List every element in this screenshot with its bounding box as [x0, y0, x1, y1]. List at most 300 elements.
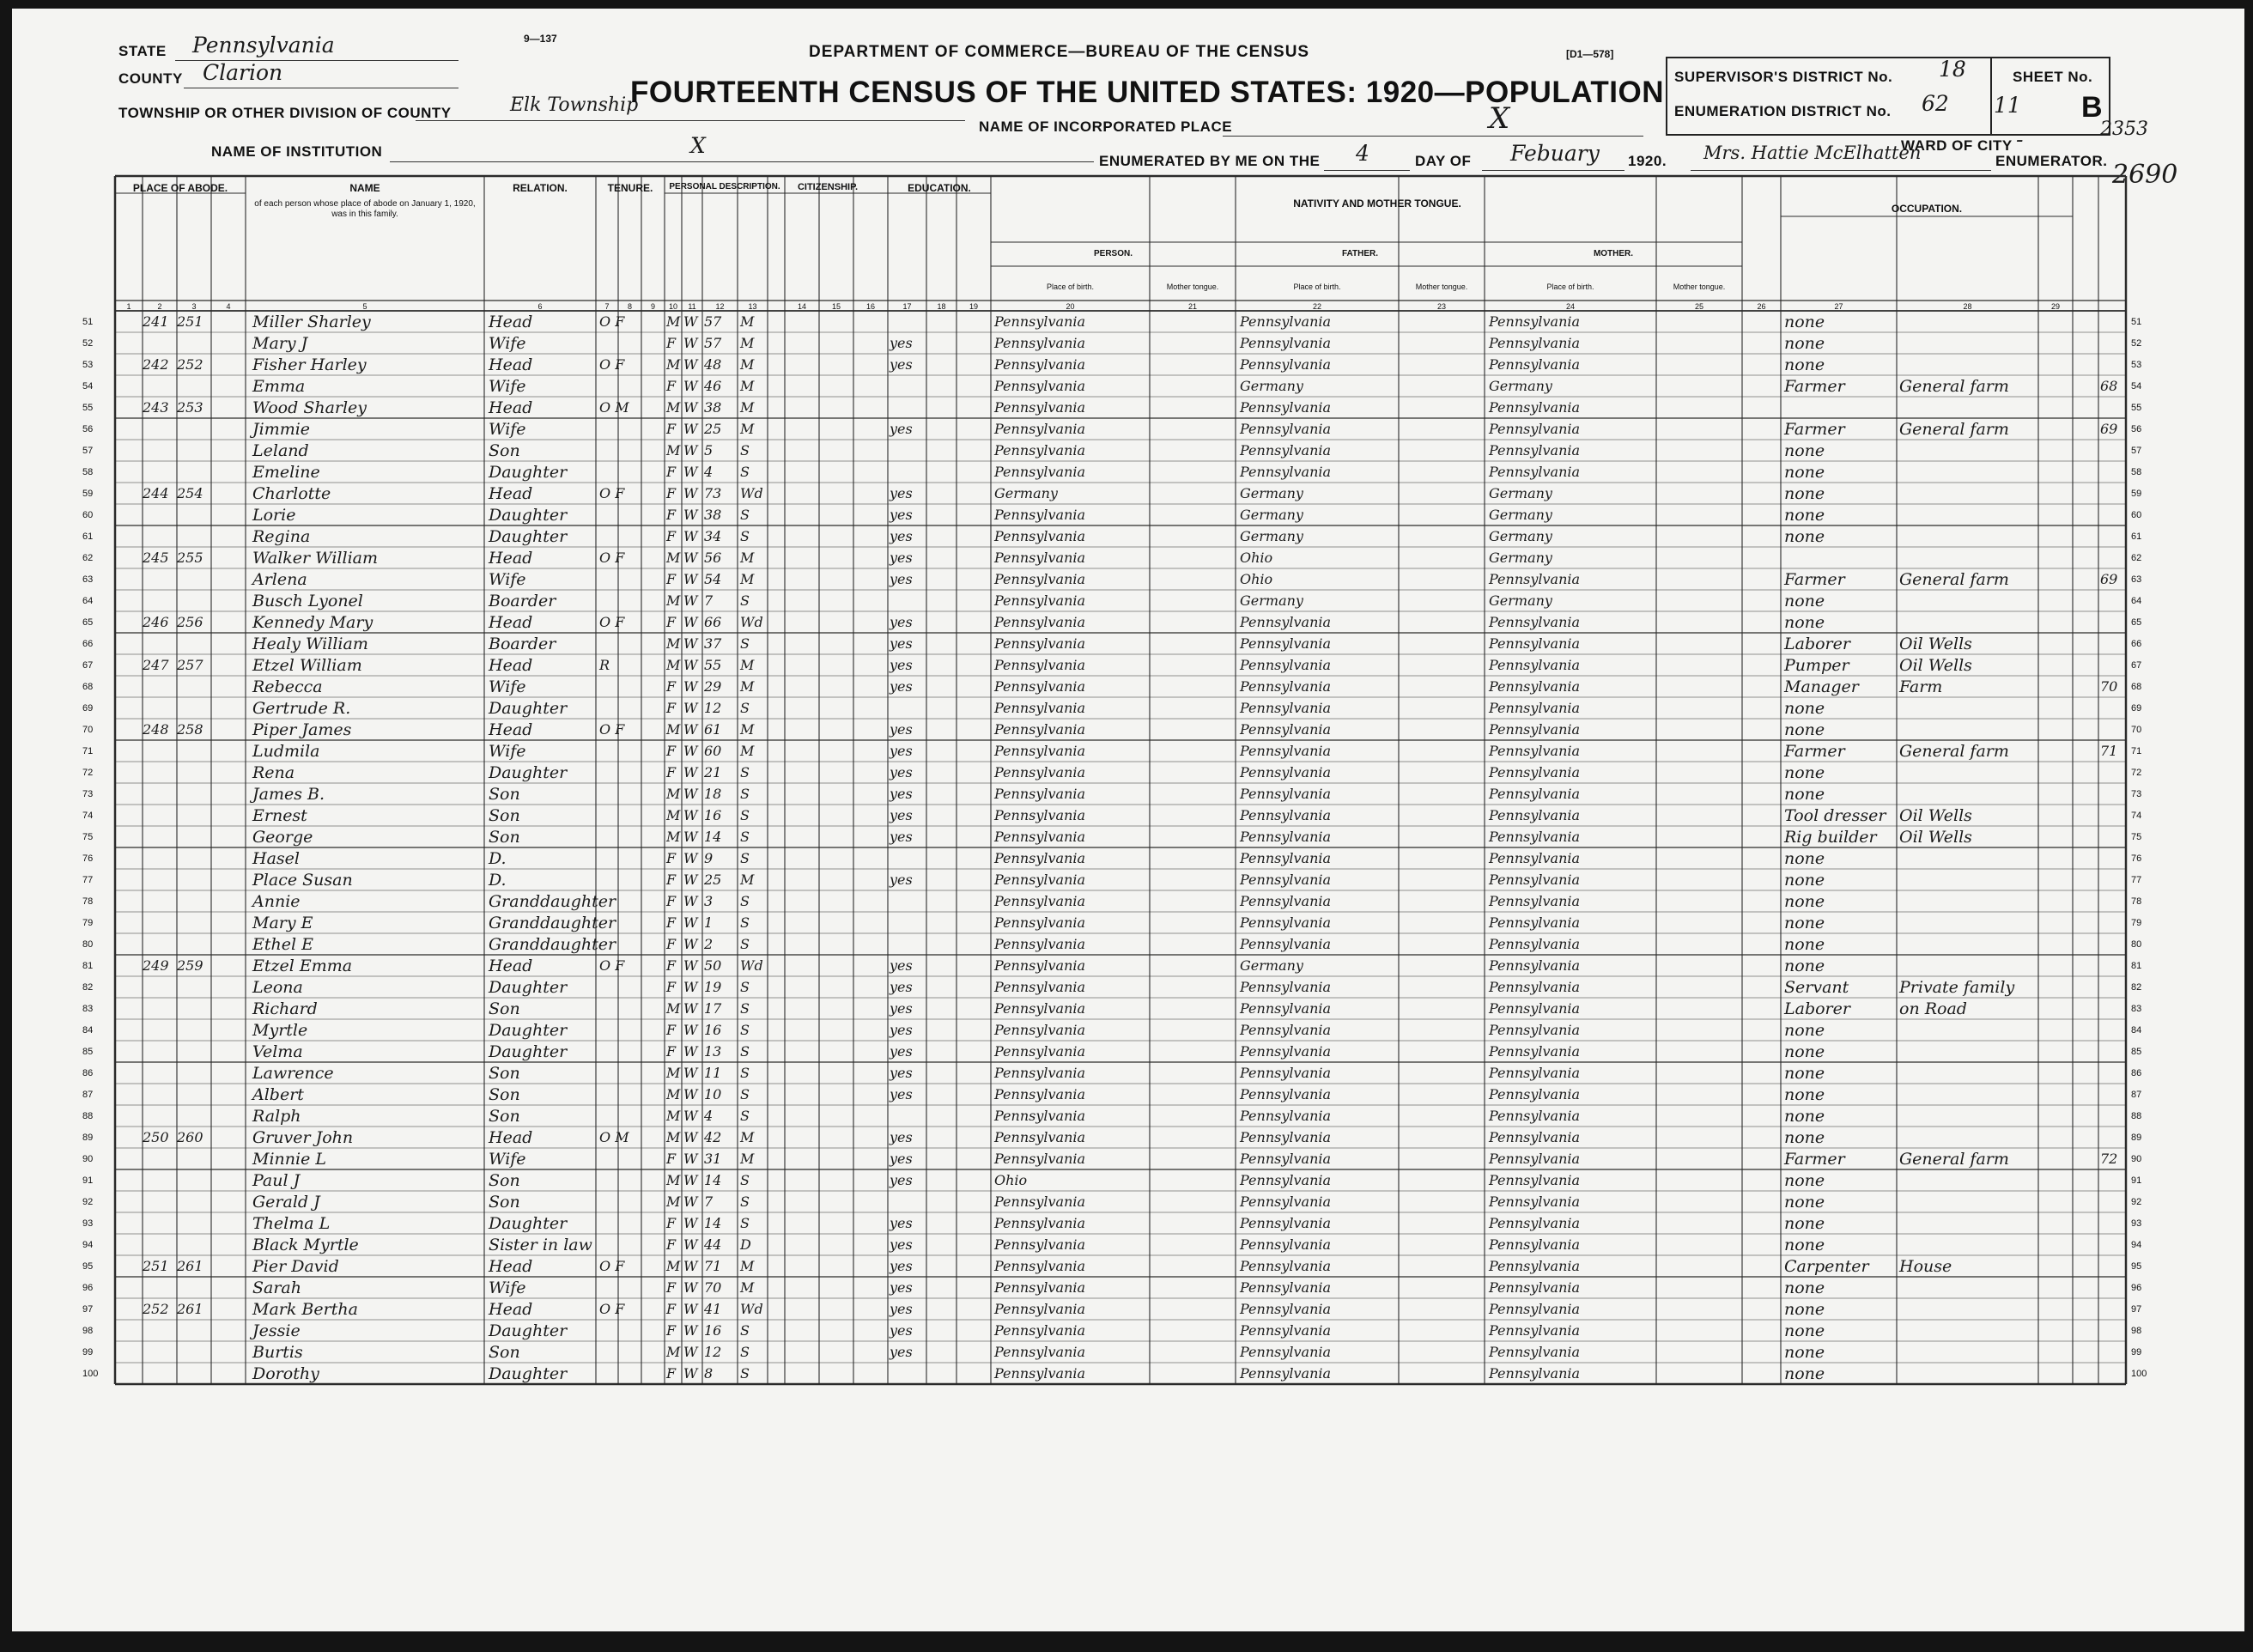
- occupation: Servant: [1784, 978, 1849, 997]
- column-number: 18: [937, 302, 946, 311]
- race: W: [683, 528, 698, 544]
- birthplace: Pennsylvania: [994, 936, 1086, 952]
- line-number: 82: [82, 982, 94, 993]
- birthplace: Pennsylvania: [994, 1236, 1086, 1253]
- line-number-right: 82: [2131, 982, 2142, 993]
- supervisor-value: 18: [1939, 57, 1966, 82]
- mother-birthplace: Pennsylvania: [1489, 313, 1581, 330]
- column-number: 1: [126, 302, 131, 311]
- father-birthplace: Pennsylvania: [1240, 1151, 1332, 1167]
- occupation: none: [1784, 785, 1825, 804]
- relation: Daughter: [489, 463, 568, 482]
- line-number: 75: [82, 832, 94, 842]
- english-speaking: yes: [890, 356, 913, 373]
- mother-birthplace: Pennsylvania: [1489, 571, 1581, 587]
- incorporated-value: X: [1489, 101, 1510, 136]
- ward-value: -: [2016, 127, 2024, 152]
- person-name: Annie: [252, 892, 301, 911]
- sex: F: [666, 872, 677, 888]
- line-number: 59: [82, 489, 94, 499]
- line-number: 99: [82, 1347, 94, 1357]
- person-name: Etzel Emma: [252, 957, 353, 975]
- father-birthplace: Pennsylvania: [1240, 743, 1332, 759]
- marital-status: M: [740, 1151, 755, 1167]
- line-number: 84: [82, 1025, 94, 1036]
- line-number-right: 51: [2131, 317, 2142, 327]
- occupation: none: [1784, 1236, 1825, 1254]
- race: W: [683, 356, 698, 373]
- line-number: 92: [82, 1197, 94, 1207]
- occupation: Pumper: [1784, 656, 1849, 675]
- marital-status: M: [740, 399, 755, 416]
- mother-birthplace: Pennsylvania: [1489, 1065, 1581, 1081]
- english-speaking: yes: [890, 1215, 913, 1231]
- person-name: Leona: [252, 978, 303, 997]
- birthplace: Pennsylvania: [994, 678, 1086, 695]
- sex: F: [666, 1236, 677, 1253]
- age: 18: [704, 786, 722, 802]
- birthplace: Pennsylvania: [994, 1322, 1086, 1339]
- mother-birthplace: Pennsylvania: [1489, 1322, 1581, 1339]
- relation: Son: [489, 1085, 520, 1104]
- line-number: 65: [82, 617, 94, 628]
- occupation: none: [1784, 355, 1825, 374]
- mother-birthplace: Germany: [1489, 550, 1552, 566]
- column-number: 15: [831, 302, 841, 311]
- father-birthplace: Pennsylvania: [1240, 678, 1332, 695]
- occupation: Tool dresser: [1784, 806, 1886, 825]
- father-birthplace: Pennsylvania: [1240, 1108, 1332, 1124]
- english-speaking: yes: [890, 957, 913, 974]
- father-birthplace: Pennsylvania: [1240, 979, 1332, 995]
- age: 29: [704, 678, 722, 695]
- sex: F: [666, 1301, 677, 1317]
- header-name-description: of each person whose place of abode on January 1, 1920, was in this family.: [254, 199, 476, 219]
- sex: M: [666, 1086, 681, 1102]
- relation: Sister in law: [489, 1236, 592, 1254]
- marital-status: S: [740, 1215, 750, 1231]
- father-birthplace: Pennsylvania: [1240, 1172, 1332, 1188]
- birthplace: Pennsylvania: [994, 464, 1086, 480]
- marital-status: S: [740, 635, 750, 652]
- sheet-label: SHEET No.: [2013, 69, 2093, 85]
- line-number: 96: [82, 1283, 94, 1293]
- occupation: none: [1784, 849, 1825, 868]
- industry: General farm: [1899, 420, 2009, 439]
- line-number-right: 68: [2131, 682, 2142, 692]
- line-number-right: 100: [2131, 1369, 2147, 1379]
- age: 61: [704, 721, 722, 738]
- line-number: 51: [82, 317, 94, 327]
- line-number: 72: [82, 768, 94, 778]
- family-number: 258: [177, 721, 203, 738]
- father-birthplace: Germany: [1240, 528, 1303, 544]
- sex: F: [666, 528, 677, 544]
- birthplace: Pennsylvania: [994, 1344, 1086, 1360]
- father-birthplace: Pennsylvania: [1240, 764, 1332, 780]
- age: 9: [704, 850, 714, 866]
- mother-birthplace: Pennsylvania: [1489, 1301, 1581, 1317]
- line-number: 62: [82, 553, 94, 563]
- relation: Daughter: [489, 1321, 568, 1340]
- relation: Daughter: [489, 699, 568, 718]
- sex: M: [666, 657, 681, 673]
- occupation: none: [1784, 1300, 1825, 1319]
- enumerator-name: Mrs. Hattie McElhatten: [1703, 143, 1922, 163]
- english-speaking: yes: [890, 614, 913, 630]
- birthplace: Pennsylvania: [994, 313, 1086, 330]
- column-number: 12: [715, 302, 725, 311]
- marital-status: S: [740, 1043, 750, 1060]
- family-number: 261: [177, 1258, 203, 1274]
- line-number: 58: [82, 467, 94, 477]
- occupation: none: [1784, 1364, 1825, 1383]
- birthplace: Pennsylvania: [994, 1108, 1086, 1124]
- birthplace: Pennsylvania: [994, 979, 1086, 995]
- mother-birthplace: Pennsylvania: [1489, 464, 1581, 480]
- race: W: [683, 721, 698, 738]
- age: 16: [704, 1322, 722, 1339]
- race: W: [683, 313, 698, 330]
- english-speaking: yes: [890, 678, 913, 695]
- english-speaking: yes: [890, 743, 913, 759]
- age: 12: [704, 1344, 722, 1360]
- birthplace: Pennsylvania: [994, 1258, 1086, 1274]
- english-speaking: yes: [890, 421, 913, 437]
- english-speaking: yes: [890, 872, 913, 888]
- marital-status: S: [740, 1193, 750, 1210]
- line-number-right: 89: [2131, 1133, 2142, 1143]
- marital-status: S: [740, 700, 750, 716]
- tenure: O F: [599, 721, 625, 738]
- race: W: [683, 1215, 698, 1231]
- father-birthplace: Pennsylvania: [1240, 1129, 1332, 1145]
- birthplace: Pennsylvania: [994, 614, 1086, 630]
- race: W: [683, 1065, 698, 1081]
- occupation: none: [1784, 313, 1825, 331]
- line-number-right: 65: [2131, 617, 2142, 628]
- line-number-right: 93: [2131, 1218, 2142, 1229]
- tenure: O F: [599, 313, 625, 330]
- person-name: Thelma L: [252, 1214, 331, 1233]
- birthplace: Pennsylvania: [994, 957, 1086, 974]
- english-speaking: yes: [890, 1301, 913, 1317]
- person-name: Ethel E: [252, 935, 313, 954]
- age: 11: [704, 1065, 722, 1081]
- mother-birthplace: Pennsylvania: [1489, 614, 1581, 630]
- relation: Daughter: [489, 527, 568, 546]
- column-number: 23: [1436, 302, 1446, 311]
- marital-status: D: [740, 1236, 751, 1253]
- birthplace: Pennsylvania: [994, 872, 1086, 888]
- father-birthplace: Pennsylvania: [1240, 1322, 1332, 1339]
- occupation: Carpenter: [1784, 1257, 1869, 1276]
- line-number-right: 80: [2131, 939, 2142, 950]
- marital-status: S: [740, 893, 750, 909]
- age: 38: [704, 507, 722, 523]
- english-speaking: yes: [890, 485, 913, 501]
- father-birthplace: Pennsylvania: [1240, 1301, 1332, 1317]
- relation: Head: [489, 549, 533, 568]
- occupation: none: [1784, 334, 1825, 353]
- occupation: none: [1784, 720, 1825, 739]
- age: 19: [704, 979, 722, 995]
- marital-status: M: [740, 313, 755, 330]
- relation: Head: [489, 957, 533, 975]
- person-name: James B.: [252, 785, 325, 804]
- person-name: Hasel: [252, 849, 300, 868]
- marital-status: S: [740, 829, 750, 845]
- line-number: 86: [82, 1068, 94, 1078]
- occupation: none: [1784, 1107, 1825, 1126]
- mother-birthplace: Pennsylvania: [1489, 1022, 1581, 1038]
- father-birthplace: Pennsylvania: [1240, 657, 1332, 673]
- age: 50: [704, 957, 722, 974]
- line-number: 68: [82, 682, 94, 692]
- mother-birthplace: Pennsylvania: [1489, 1193, 1581, 1210]
- birthplace: Pennsylvania: [994, 442, 1086, 459]
- line-number: 97: [82, 1304, 94, 1315]
- column-number: 17: [902, 302, 912, 311]
- mother-birthplace: Germany: [1489, 592, 1552, 609]
- line-number-right: 94: [2131, 1240, 2142, 1250]
- race: W: [683, 957, 698, 974]
- form-code: 9—137: [524, 33, 557, 45]
- line-number-right: 55: [2131, 403, 2142, 413]
- line-number-right: 95: [2131, 1261, 2142, 1272]
- occupation: none: [1784, 441, 1825, 460]
- relation: Son: [489, 1343, 520, 1362]
- occupation: Laborer: [1784, 999, 1850, 1018]
- birthplace: Pennsylvania: [994, 1365, 1086, 1382]
- father-birthplace: Pennsylvania: [1240, 829, 1332, 845]
- sex: F: [666, 1022, 677, 1038]
- line-number: 66: [82, 639, 94, 649]
- column-number: 7: [604, 302, 610, 311]
- person-name: Lorie: [252, 506, 296, 525]
- mother-birthplace: Pennsylvania: [1489, 1151, 1581, 1167]
- line-number-right: 61: [2131, 531, 2142, 542]
- relation: Daughter: [489, 1042, 568, 1061]
- line-number-right: 62: [2131, 553, 2142, 563]
- age: 38: [704, 399, 722, 416]
- english-speaking: yes: [890, 764, 913, 780]
- race: W: [683, 657, 698, 673]
- relation: Wife: [489, 420, 526, 439]
- race: W: [683, 700, 698, 716]
- race: W: [683, 786, 698, 802]
- race: W: [683, 1322, 698, 1339]
- industry: Oil Wells: [1899, 806, 1972, 825]
- line-number-right: 53: [2131, 360, 2142, 370]
- column-number: 4: [226, 302, 231, 311]
- sex: F: [666, 1151, 677, 1167]
- column-number: 26: [1757, 302, 1766, 311]
- person-name: Gerald J: [252, 1193, 320, 1212]
- line-number-right: 76: [2131, 853, 2142, 864]
- father-birthplace: Pennsylvania: [1240, 721, 1332, 738]
- industry: General farm: [1899, 742, 2009, 761]
- line-number-right: 81: [2131, 961, 2142, 971]
- sex: F: [666, 1043, 677, 1060]
- header-citizenship: CITIZENSHIP.: [797, 182, 859, 192]
- employment-number: 71: [2100, 743, 2118, 759]
- marital-status: M: [740, 721, 755, 738]
- tenure: O F: [599, 485, 625, 501]
- column-number: 25: [1694, 302, 1703, 311]
- employment-number: 69: [2100, 421, 2118, 437]
- marital-status: S: [740, 592, 750, 609]
- line-number: 91: [82, 1175, 94, 1186]
- line-number: 54: [82, 381, 94, 392]
- header-father: FATHER.: [1341, 249, 1379, 258]
- line-number-right: 87: [2131, 1090, 2142, 1100]
- column-number: 27: [1834, 302, 1843, 311]
- race: W: [683, 743, 698, 759]
- line-number: 61: [82, 531, 94, 542]
- race: W: [683, 442, 698, 459]
- line-number-right: 99: [2131, 1347, 2142, 1357]
- tenure: O F: [599, 957, 625, 974]
- line-number-right: 98: [2131, 1326, 2142, 1336]
- birthplace: Pennsylvania: [994, 1301, 1086, 1317]
- relation: Head: [489, 1300, 533, 1319]
- father-birthplace: Pennsylvania: [1240, 399, 1332, 416]
- birthplace: Pennsylvania: [994, 550, 1086, 566]
- person-name: Dorothy: [252, 1364, 319, 1383]
- header-person: PERSON.: [1093, 249, 1133, 258]
- occupation: Farmer: [1784, 420, 1845, 439]
- marital-status: S: [740, 1365, 750, 1382]
- age: 1: [704, 914, 714, 931]
- relation: Head: [489, 1257, 533, 1276]
- birthplace: Pennsylvania: [994, 335, 1086, 351]
- mother-birthplace: Pennsylvania: [1489, 721, 1581, 738]
- english-speaking: yes: [890, 1151, 913, 1167]
- age: 7: [704, 592, 714, 609]
- employment-number: 70: [2100, 678, 2118, 695]
- birthplace: Pennsylvania: [994, 743, 1086, 759]
- race: W: [683, 1151, 698, 1167]
- day-of-label: DAY OF: [1415, 153, 1472, 169]
- age: 44: [704, 1236, 722, 1253]
- race: W: [683, 507, 698, 523]
- line-number: 78: [82, 896, 94, 907]
- mother-birthplace: Germany: [1489, 528, 1552, 544]
- township-label: TOWNSHIP OR OTHER DIVISION OF COUNTY: [118, 105, 452, 121]
- relation: Wife: [489, 742, 526, 761]
- column-number: 6: [537, 302, 543, 311]
- race: W: [683, 936, 698, 952]
- dwelling-number: 243: [143, 399, 169, 416]
- mother-birthplace: Pennsylvania: [1489, 979, 1581, 995]
- person-name: Wood Sharley: [252, 398, 367, 417]
- marital-status: S: [740, 786, 750, 802]
- mother-birthplace: Pennsylvania: [1489, 635, 1581, 652]
- industry: House: [1899, 1257, 1952, 1276]
- line-number-right: 75: [2131, 832, 2142, 842]
- line-number-right: 72: [2131, 768, 2142, 778]
- line-number-right: 67: [2131, 660, 2142, 671]
- occupation: none: [1784, 871, 1825, 890]
- sex: F: [666, 1279, 677, 1296]
- father-birthplace: Pennsylvania: [1240, 1086, 1332, 1102]
- occupation: none: [1784, 914, 1825, 932]
- person-name: Emeline: [252, 463, 320, 482]
- relation: Wife: [489, 1278, 526, 1297]
- sex: M: [666, 1193, 681, 1210]
- stamp-top: 2353: [2100, 118, 2148, 140]
- header-person-tongue: Mother tongue.: [1166, 282, 1219, 291]
- sex: M: [666, 829, 681, 845]
- father-birthplace: Pennsylvania: [1240, 1043, 1332, 1060]
- relation: Head: [489, 313, 533, 331]
- age: 48: [704, 356, 722, 373]
- father-birthplace: Pennsylvania: [1240, 313, 1332, 330]
- line-number-right: 97: [2131, 1304, 2142, 1315]
- industry: Farm: [1899, 677, 1943, 696]
- state-value: Pennsylvania: [192, 33, 335, 58]
- age: 31: [704, 1151, 722, 1167]
- dwelling-number: 251: [143, 1258, 169, 1274]
- line-number: 95: [82, 1261, 94, 1272]
- header-name: NAME: [349, 182, 380, 194]
- race: W: [683, 829, 698, 845]
- race: W: [683, 1258, 698, 1274]
- sex: M: [666, 1344, 681, 1360]
- relation: Daughter: [489, 506, 568, 525]
- line-number: 93: [82, 1218, 94, 1229]
- english-speaking: yes: [890, 1322, 913, 1339]
- person-name: Leland: [252, 441, 309, 460]
- person-name: Charlotte: [252, 484, 331, 503]
- line-number-right: 71: [2131, 746, 2142, 756]
- sex: F: [666, 743, 677, 759]
- marital-status: S: [740, 1322, 750, 1339]
- english-speaking: yes: [890, 528, 913, 544]
- enumerated-label: ENUMERATED BY ME ON THE: [1099, 153, 1321, 169]
- age: 8: [704, 1365, 714, 1382]
- person-name: Healy William: [252, 635, 368, 653]
- census-sheet: [12, 9, 2244, 1631]
- line-number-right: 77: [2131, 875, 2142, 885]
- sex: F: [666, 850, 677, 866]
- industry: Private family: [1899, 978, 2015, 997]
- english-speaking: yes: [890, 1022, 913, 1038]
- marital-status: M: [740, 678, 755, 695]
- person-name: Rena: [252, 763, 295, 782]
- person-name: Lawrence: [252, 1064, 334, 1083]
- occupation: Farmer: [1784, 377, 1845, 396]
- dwelling-number: 248: [143, 721, 169, 738]
- industry: Oil Wells: [1899, 828, 1972, 847]
- sex: F: [666, 507, 677, 523]
- race: W: [683, 1172, 698, 1188]
- father-birthplace: Pennsylvania: [1240, 1022, 1332, 1038]
- enumerator-label: ENUMERATOR.: [1995, 153, 2108, 169]
- mother-birthplace: Pennsylvania: [1489, 1043, 1581, 1060]
- person-name: Fisher Harley: [252, 355, 367, 374]
- industry: General farm: [1899, 1150, 2009, 1169]
- birthplace: Pennsylvania: [994, 764, 1086, 780]
- dwelling-number: 250: [143, 1129, 169, 1145]
- birthplace: Pennsylvania: [994, 829, 1086, 845]
- age: 21: [704, 764, 722, 780]
- sex: F: [666, 979, 677, 995]
- birthplace: Pennsylvania: [994, 1022, 1086, 1038]
- birthplace: Pennsylvania: [994, 356, 1086, 373]
- person-name: Walker William: [252, 549, 379, 568]
